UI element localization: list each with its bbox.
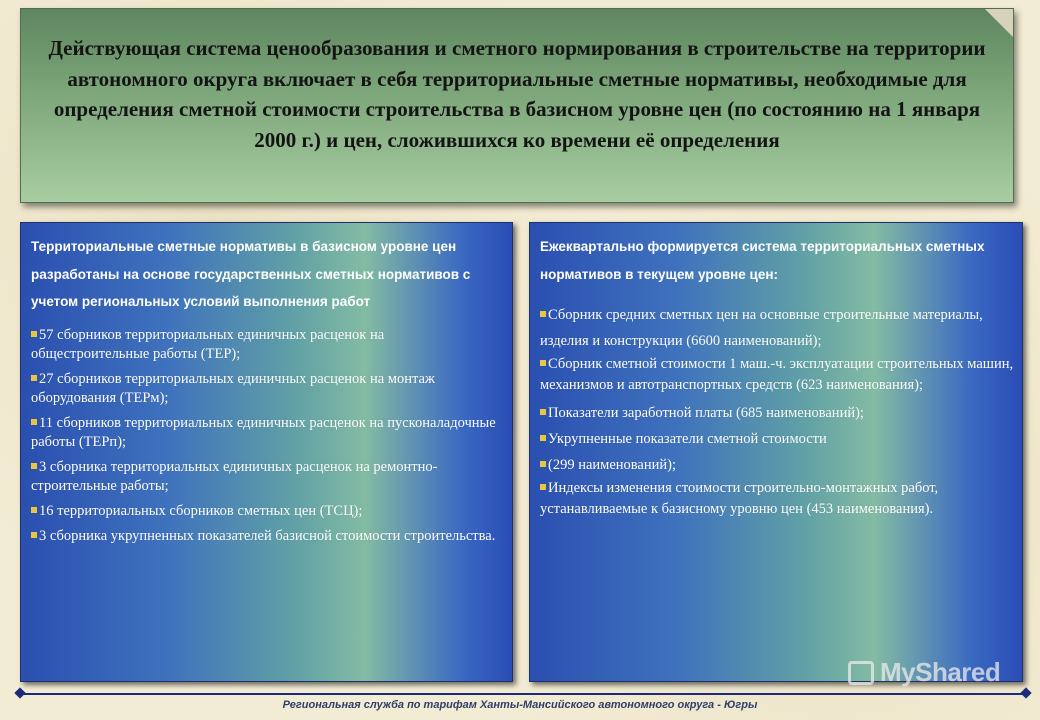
list-item: 3 сборника территориальных единичных расценок на ремонтно-строительные работы; <box>31 458 438 494</box>
bullet-square-icon <box>540 311 546 317</box>
bullet-square-icon <box>540 484 546 490</box>
list-item: 11 сборников территориальных единичных расценок на пусконаладочные работы (ТЕРп); <box>31 414 496 450</box>
bullet-square-icon <box>540 461 546 467</box>
list-item: 16 территориальных сборников сметных цен (ТСЦ); <box>31 502 504 521</box>
list-item: Сборник сметной стоимости 1 маш.-ч. эксплуатации строительных машин, механизмов и автотранспортных средств (623 наименования); <box>540 356 1014 393</box>
title-banner <box>20 8 1014 203</box>
bullet-square-icon <box>540 435 546 441</box>
footer-divider <box>18 693 1028 695</box>
list-item: (299 наименований); <box>540 452 1014 478</box>
list-item: Сборник средних сметных цен на основные строительные материалы, изделия и конструкции (6600 наименований); <box>540 307 983 349</box>
list-item: Укрупненные показатели сметной стоимости <box>540 426 1014 452</box>
bullet-square-icon <box>31 463 37 469</box>
presentation-icon <box>848 661 874 685</box>
left-panel <box>20 222 513 682</box>
bullet-square-icon <box>31 507 37 513</box>
bullet-square-icon <box>31 375 37 381</box>
list-item: 27 сборников территориальных единичных расценок на монтаж оборудования (ТЕРм); <box>31 370 435 406</box>
bullet-square-icon <box>540 360 546 366</box>
right-panel-list <box>540 302 1014 520</box>
bullet-square-icon <box>31 331 37 337</box>
right-panel <box>529 222 1023 682</box>
list-item: Показатели заработной платы (685 наименований); <box>540 400 1014 426</box>
left-panel-list <box>31 326 504 546</box>
right-panel-heading: Ежеквартально формируется система территориальных сметных нормативов в текущем уровне цен: <box>540 239 985 282</box>
watermark-logo: MyShared <box>848 657 1000 688</box>
list-item: 3 сборника укрупненных показателей базисной стоимости строительства. <box>31 527 504 546</box>
footer-text: Региональная служба по тарифам Ханты-Мансийского автономного округа - Югры <box>282 699 758 711</box>
list-item: Индексы изменения стоимости строительно-монтажных работ, устанавливаемые к базисному уровню цен (453 наименования). <box>540 480 939 517</box>
bullet-square-icon <box>540 409 546 415</box>
bullet-square-icon <box>31 419 37 425</box>
slide-title: Действующая система ценообразования и сметного нормирования в строительстве на территории автономного округа включает в себя территориальные сметные нормативы, необходимые для определения сметной стоимости строительства в базисном уровне цен (по состоянию на 1 января 2000 г.) и цен, сложившихся ко времени её определения <box>48 36 986 152</box>
bullet-square-icon <box>31 532 37 538</box>
list-item: 57 сборников территориальных единичных расценок на общестроительные работы (ТЕР); <box>31 326 385 362</box>
left-panel-heading: Территориальные сметные нормативы в базисном уровне цен разработаны на основе государственных сметных нормативов с учетом региональных условий выполнения работ <box>31 239 471 309</box>
